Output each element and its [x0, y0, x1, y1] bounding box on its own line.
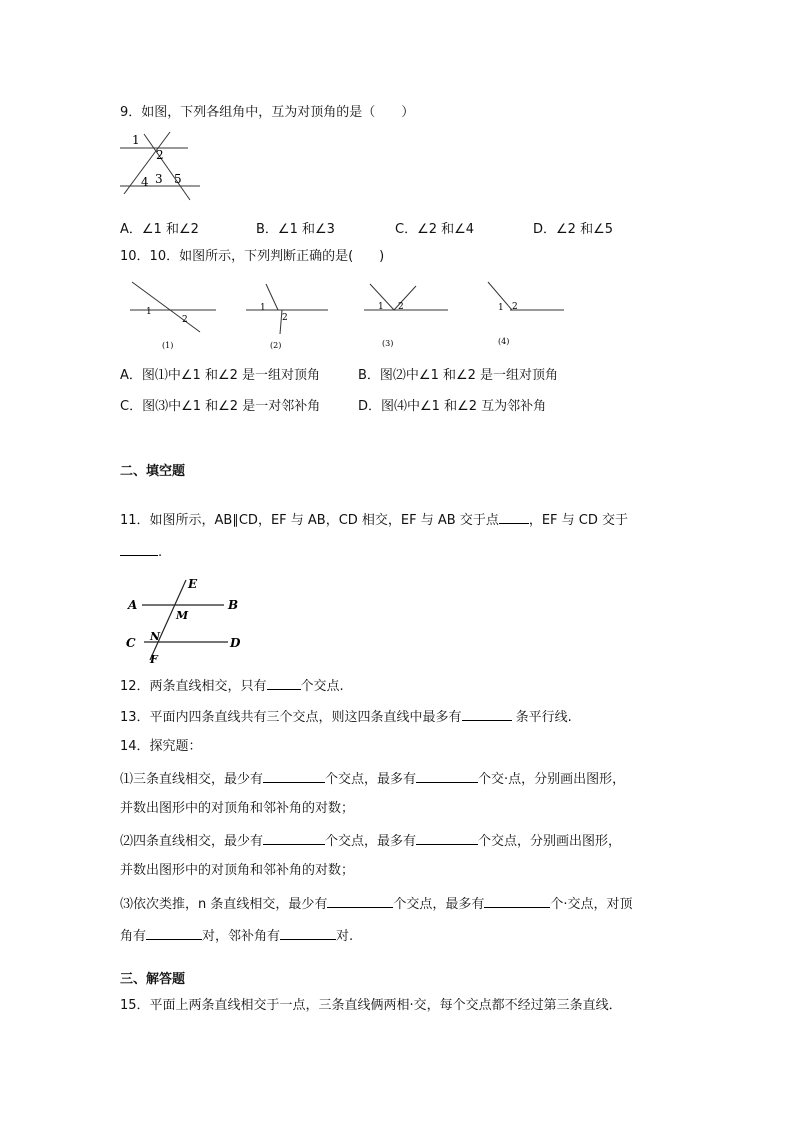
q9-label-1: 1 — [132, 133, 140, 147]
q10-option-a: A．图⑴中∠1 和∠2 是一组对顶角 — [120, 368, 321, 383]
q14-s3-blank-1 — [327, 894, 393, 908]
q9-label-4: 4 — [141, 175, 149, 189]
q13-part2: 条平行线. — [511, 710, 572, 725]
q10-fig3-caption: (3) — [382, 339, 394, 348]
q11-label-m: M — [176, 609, 189, 622]
q14-s1-line2: 并数出图形中的对顶角和邻补角的对数； — [120, 801, 355, 816]
q14-s3-blank-4 — [280, 926, 336, 940]
q10-fig2-label-1: 1 — [260, 303, 266, 313]
q10-fig1-label-1: 1 — [146, 307, 152, 317]
section-fill-in-title: 二、填空题 — [120, 464, 186, 479]
q11-label-n: N — [150, 630, 161, 643]
q10-fig2-caption: (2) — [270, 341, 282, 350]
q10-figure-4 — [484, 278, 568, 350]
q14-s2-blank-2 — [416, 831, 478, 845]
q11-label-d: D — [230, 636, 241, 650]
q9-label-5: 5 — [174, 172, 182, 186]
section-solve-title: 三、解答题 — [120, 972, 186, 987]
q14-s3-blank-3 — [146, 926, 202, 940]
q14-s1-b: 个交点，最多有 — [325, 772, 417, 787]
q11-label-c: C — [126, 636, 136, 650]
q9-figure — [118, 130, 208, 202]
q14-title: 14．探究题： — [120, 739, 202, 754]
q10-fig2-label-2: 2 — [282, 313, 288, 323]
q14-s1-line1 — [120, 769, 625, 789]
q14-s2-b: 个交点，最多有 — [325, 834, 417, 849]
q13-line — [120, 707, 572, 727]
q11-part2: ，EF 与 CD 交于 — [528, 513, 629, 528]
q14-s2-line2: 并数出图形中的对顶角和邻补角的对数； — [120, 863, 355, 878]
q14-s3-blank-2 — [484, 894, 550, 908]
q11-figure — [120, 574, 246, 666]
q14-s3-f: 对. — [336, 929, 354, 944]
q14-s2-a: ⑵四条直线相交，最少有 — [120, 834, 264, 849]
q14-s1-c: 个交·点，分别画出图形， — [478, 772, 626, 787]
q11-blank-1 — [499, 510, 529, 524]
q10-fig3-label-2: 2 — [398, 302, 404, 312]
q12-part2: 个交点. — [300, 679, 344, 694]
q14-s3-line2 — [120, 926, 353, 946]
q9-option-d: D．∠2 和∠5 — [533, 222, 613, 237]
q14-s3-c: 个·交点，对顶 — [550, 897, 633, 912]
q12-line — [120, 676, 344, 696]
q11-line1 — [120, 510, 628, 530]
q9-option-a: A．∠1 和∠2 — [120, 222, 199, 237]
q15-text: 15．平面上两条直线相交于一点，三条直线俩两相·交，每个交点都不经过第三条直线． — [120, 998, 622, 1013]
q13-blank — [462, 707, 512, 721]
q10-figure-3 — [362, 280, 454, 352]
q13-part1: 13．平面内四条直线共有三个交点，则这四条直线中最多有 — [120, 710, 462, 725]
q14-s1-blank-2 — [416, 769, 478, 783]
q11-part3: . — [158, 545, 163, 560]
q10-figure-2 — [244, 280, 334, 352]
q9-label-2: 2 — [156, 148, 164, 162]
q9-label-3: 3 — [155, 172, 163, 186]
q9-option-c: C．∠2 和∠4 — [395, 222, 475, 237]
q10-text: 10．10．如图所示，下列判断正确的是( ) — [120, 249, 385, 264]
q11-line2 — [120, 542, 162, 562]
q14-s2-c: 个交点，分别画出图形， — [478, 834, 622, 849]
q14-s1-a: ⑴三条直线相交，最少有 — [120, 772, 264, 787]
q9-option-b: B．∠1 和∠3 — [256, 222, 335, 237]
q10-fig4-label-2: 2 — [512, 302, 518, 312]
q14-s3-e: 对，邻补角有 — [202, 929, 281, 944]
q9-text: 9．如图，下列各组角中，互为对顶角的是（ ） — [120, 105, 415, 120]
q14-s3-b: 个交点，最多有 — [393, 897, 485, 912]
q14-s2-line1 — [120, 831, 621, 851]
q11-blank-2 — [120, 542, 158, 556]
q10-fig1-caption: (1) — [162, 341, 174, 350]
q11-label-f: F — [150, 653, 158, 666]
q14-s2-blank-1 — [263, 831, 325, 845]
q10-option-d: D．图⑷中∠1 和∠2 互为邻补角 — [358, 399, 547, 414]
q11-label-b: B — [228, 598, 239, 612]
q14-s3-a: ⑶依次类推，n 条直线相交，最少有 — [120, 897, 328, 912]
q10-fig4-caption: (4) — [498, 337, 510, 346]
q10-option-c: C．图⑶中∠1 和∠2 是一对邻补角 — [120, 399, 321, 414]
q10-fig4-label-1: 1 — [498, 303, 504, 313]
q12-blank — [267, 676, 301, 690]
q14-s3-line1 — [120, 894, 633, 914]
q10-figure-1 — [128, 280, 220, 352]
q11-part1: 11．如图所示，AB∥CD，EF 与 AB，CD 相交，EF 与 AB 交于点 — [120, 513, 499, 528]
q10-option-b: B．图⑵中∠1 和∠2 是一组对顶角 — [358, 368, 559, 383]
q14-s3-d: 角有 — [120, 929, 147, 944]
q10-fig1-label-2: 2 — [182, 315, 188, 325]
q12-part1: 12．两条直线相交，只有 — [120, 679, 267, 694]
q10-fig3-label-1: 1 — [378, 302, 384, 312]
q11-label-e: E — [188, 577, 198, 591]
q14-s1-blank-1 — [263, 769, 325, 783]
q11-label-a: A — [128, 598, 138, 612]
